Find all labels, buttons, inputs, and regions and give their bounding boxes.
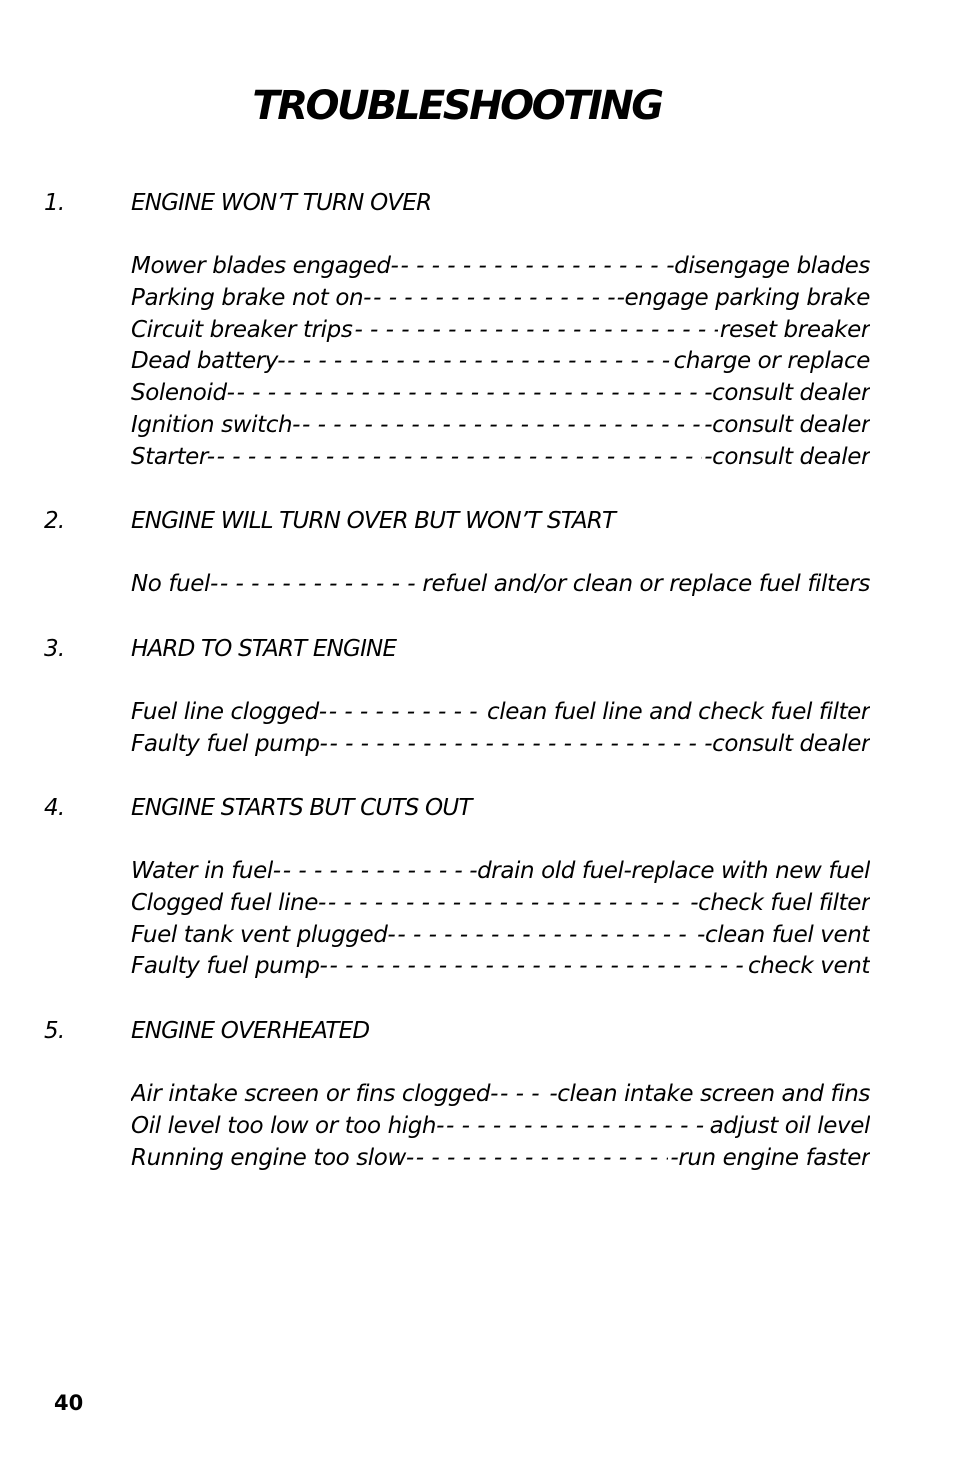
section-heading xyxy=(0,633,954,665)
page-number: 40 xyxy=(54,1391,84,1415)
problem-remedy: -run engine faster xyxy=(670,1144,870,1171)
problem-cause: Fuel tank vent plugged- xyxy=(131,921,396,948)
troubleshooting-list xyxy=(0,569,954,601)
dotted-leader xyxy=(400,251,664,283)
problem-cause: Parking brake not on- xyxy=(131,284,372,311)
section-heading xyxy=(0,792,954,824)
dotted-leader xyxy=(329,697,485,729)
problem-cause: Fuel line clogged- xyxy=(131,699,327,725)
problem-cause: Ignition switch- xyxy=(131,411,301,438)
list-item xyxy=(131,1079,870,1111)
section-number: 4. xyxy=(44,795,65,821)
problem-cause: Solenoid- xyxy=(131,380,235,407)
list-item xyxy=(131,951,870,983)
problem-remedy: -clean fuel vent xyxy=(697,921,870,948)
section-engine-wont-turn-over xyxy=(0,187,954,474)
problem-cause: Faulty fuel pump- xyxy=(131,953,328,980)
problem-remedy: clean fuel line and check fuel filter xyxy=(487,699,870,725)
dotted-leader xyxy=(302,410,702,442)
problem-cause: Air intake screen or fins clogged- xyxy=(131,1081,498,1107)
problem-remedy: charge or replace xyxy=(673,348,870,375)
page-title: TROUBLESHOOTING xyxy=(252,83,662,129)
list-item xyxy=(131,251,870,283)
section-engine-overheated xyxy=(0,1015,954,1174)
problem-remedy: check vent xyxy=(747,953,870,980)
troubleshooting-list xyxy=(0,251,954,474)
list-item xyxy=(131,856,870,888)
section-heading xyxy=(0,1015,954,1047)
dotted-leader xyxy=(287,346,672,378)
list-item xyxy=(131,920,870,952)
problem-cause: Water in fuel- xyxy=(131,858,281,884)
problem-remedy: -engage parking brake xyxy=(616,284,870,311)
problem-cause: Circuit breaker trips xyxy=(131,316,353,343)
problem-remedy: -clean intake screen and fins xyxy=(549,1081,870,1107)
problem-remedy: -drain old fuel-replace with new fuel xyxy=(469,858,870,884)
problem-cause: Dead battery- xyxy=(131,348,286,375)
dotted-leader xyxy=(329,951,746,983)
section-number: 2. xyxy=(44,508,65,534)
troubleshooting-list xyxy=(0,1079,954,1174)
list-item xyxy=(131,346,870,378)
dotted-leader xyxy=(328,888,688,920)
list-item xyxy=(131,569,870,601)
section-heading-text: ENGINE WON’T TURN OVER xyxy=(131,190,432,216)
list-item xyxy=(131,410,870,442)
dotted-leader xyxy=(283,856,467,888)
dotted-leader xyxy=(220,569,420,601)
dotted-leader xyxy=(217,442,703,474)
troubleshooting-list xyxy=(0,856,954,983)
section-heading xyxy=(0,505,954,537)
list-item xyxy=(131,283,870,315)
dotted-leader xyxy=(373,283,615,315)
section-number: 1. xyxy=(44,190,65,216)
problem-cause: Faulty fuel pump- xyxy=(131,730,328,757)
list-item xyxy=(131,1111,870,1143)
section-engine-turns-over-no-start xyxy=(0,505,954,601)
list-item xyxy=(131,378,870,410)
problem-remedy: -consult dealer xyxy=(704,730,870,757)
problem-remedy: -consult dealer xyxy=(704,380,870,407)
section-heading-text: ENGINE STARTS BUT CUTS OUT xyxy=(131,795,472,821)
problem-remedy: -check fuel filter xyxy=(690,889,870,916)
list-item xyxy=(131,315,870,347)
problem-cause: Starter- xyxy=(131,443,215,470)
section-heading-text: HARD TO START ENGINE xyxy=(131,636,397,662)
problem-remedy: -consult dealer xyxy=(704,443,870,470)
dotted-leader xyxy=(397,920,695,952)
section-hard-to-start xyxy=(0,633,954,761)
dotted-leader xyxy=(416,1143,669,1175)
dotted-leader xyxy=(329,729,702,761)
section-number: 3. xyxy=(44,636,65,662)
problem-remedy: reset breaker xyxy=(719,316,870,343)
problem-cause: Oil level too low or too high- xyxy=(131,1112,445,1139)
problem-cause: No fuel- xyxy=(131,571,218,597)
section-heading-text: ENGINE WILL TURN OVER BUT WON’T START xyxy=(131,508,616,534)
list-item xyxy=(131,442,870,474)
dotted-leader xyxy=(500,1079,547,1111)
list-item xyxy=(131,1143,870,1175)
problem-remedy: adjust oil level xyxy=(709,1112,870,1139)
section-starts-but-cuts-out xyxy=(0,792,954,983)
troubleshooting-list xyxy=(0,697,954,761)
problem-remedy: -consult dealer xyxy=(704,411,870,438)
section-number: 5. xyxy=(44,1018,65,1044)
dotted-leader xyxy=(237,378,703,410)
section-heading-text: ENGINE OVERHEATED xyxy=(131,1018,370,1044)
problem-remedy: refuel and/or clean or replace fuel filters xyxy=(422,571,870,597)
section-heading xyxy=(0,187,954,219)
list-item xyxy=(131,729,870,761)
problem-cause: Running engine too slow- xyxy=(131,1144,414,1171)
dotted-leader xyxy=(446,1111,708,1143)
dotted-leader xyxy=(354,315,717,347)
list-item xyxy=(131,888,870,920)
problem-remedy: -disengage blades xyxy=(666,253,870,279)
problem-cause: Clogged fuel line- xyxy=(131,889,326,916)
list-item xyxy=(131,697,870,729)
problem-cause: Mower blades engaged- xyxy=(131,253,399,279)
